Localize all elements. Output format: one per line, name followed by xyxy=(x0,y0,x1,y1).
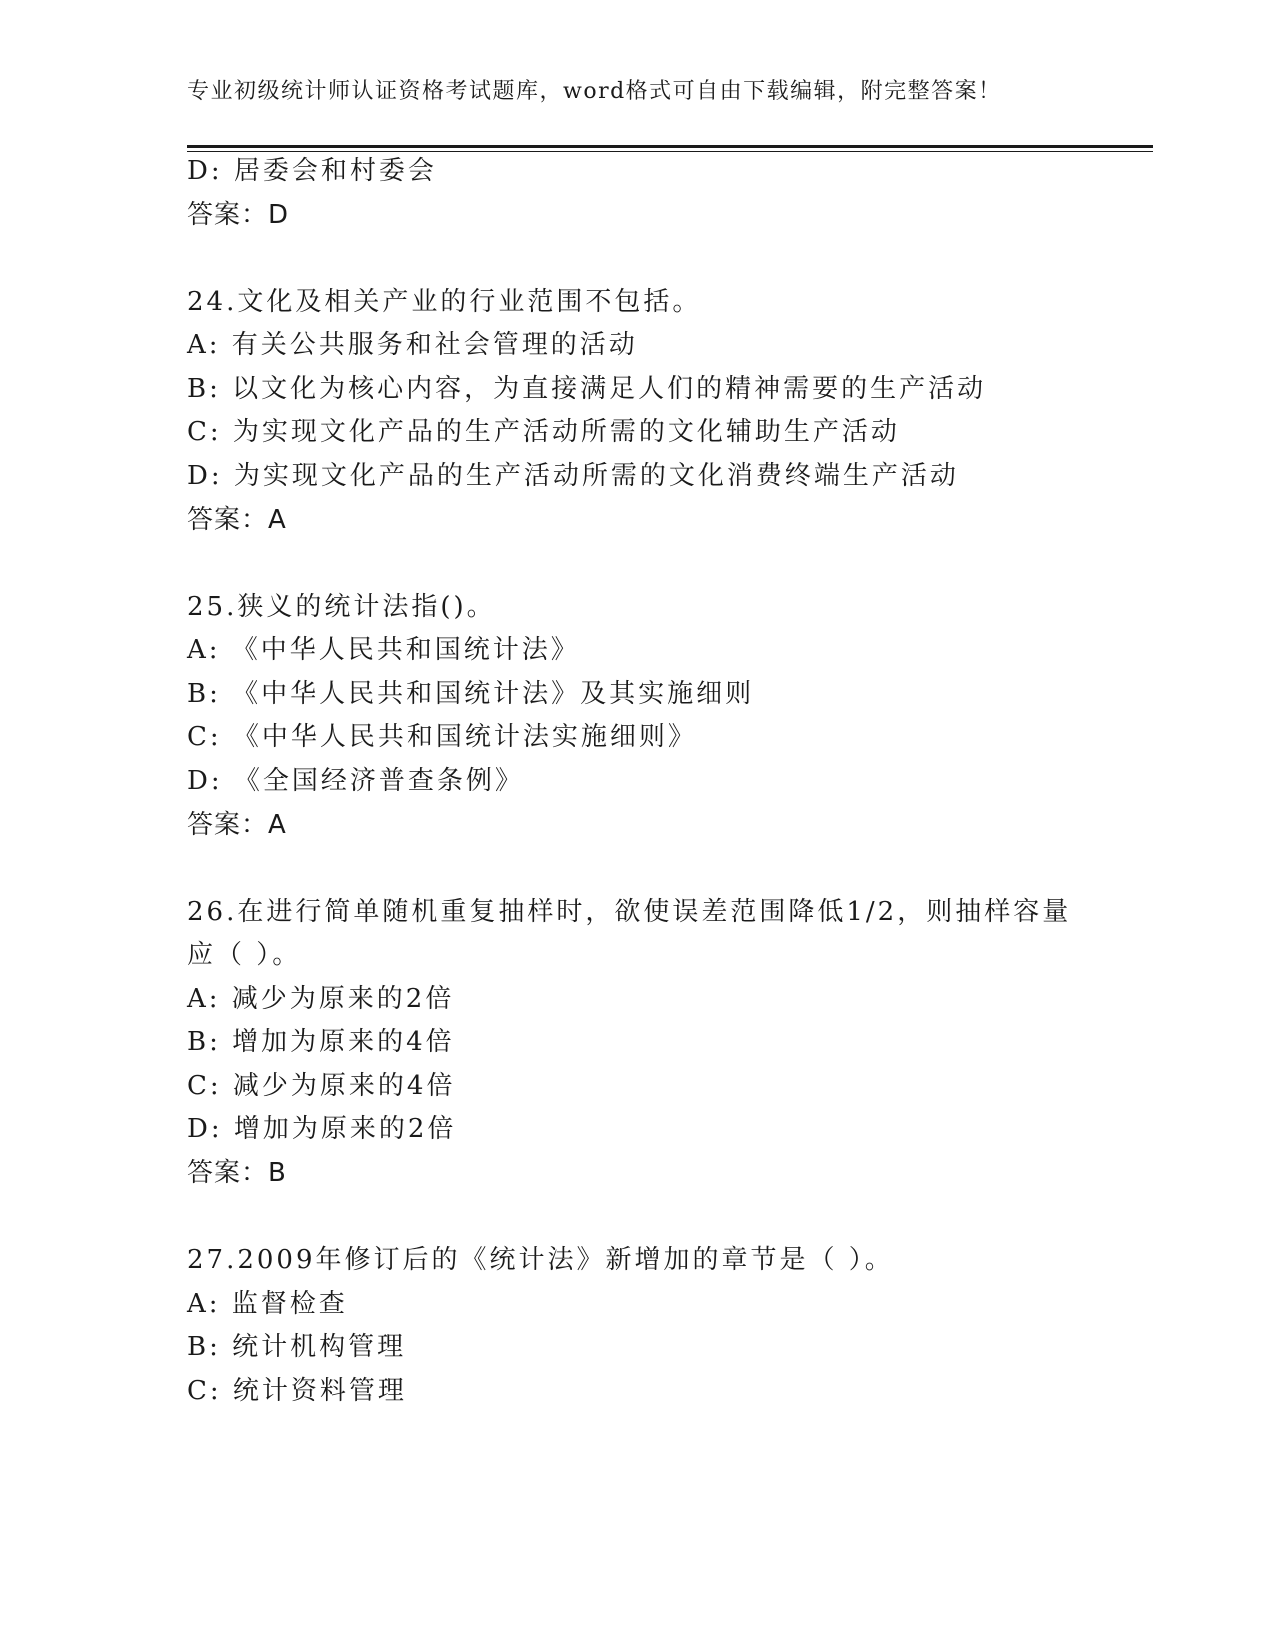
q24-stem: 24.文化及相关产业的行业范围不包括。 xyxy=(187,287,702,317)
document-header: 专业初级统计师认证资格考试题库，word格式可自由下载编辑，附完整答案！ xyxy=(187,79,1002,104)
q26-option-b: B: 增加为原来的4倍 xyxy=(187,1027,455,1057)
q24-option-a: A: 有关公共服务和社会管理的活动 xyxy=(187,330,638,360)
q27-option-c: C: 统计资料管理 xyxy=(187,1376,407,1406)
q25-option-c: C: 《中华人民共和国统计法实施细则》 xyxy=(187,722,697,752)
prev-question-option-d: D: 居委会和村委会 xyxy=(187,156,437,186)
header-divider-thick xyxy=(187,145,1153,148)
q25-answer: 答案：A xyxy=(187,810,287,840)
prev-question-answer: 答案：D xyxy=(187,200,290,230)
q24-option-c: C: 为实现文化产品的生产活动所需的文化辅助生产活动 xyxy=(187,417,900,447)
q27-stem: 27.2009年修订后的《统计法》新增加的章节是（ ）。 xyxy=(187,1245,894,1275)
q26-stem-line2: 应（ ）。 xyxy=(187,940,302,970)
q26-option-a: A: 减少为原来的2倍 xyxy=(187,984,455,1014)
q24-option-b: B: 以文化为核心内容，为直接满足人们的精神需要的生产活动 xyxy=(187,374,987,404)
q26-option-d: D: 增加为原来的2倍 xyxy=(187,1114,457,1144)
q25-option-d: D: 《全国经济普查条例》 xyxy=(187,766,524,796)
q27-option-a: A: 监督检查 xyxy=(187,1289,348,1319)
q27-option-b: B: 统计机构管理 xyxy=(187,1332,407,1362)
q26-answer: 答案：B xyxy=(187,1158,287,1188)
q25-option-b: B: 《中华人民共和国统计法》及其实施细则 xyxy=(187,679,755,709)
q26-option-c: C: 减少为原来的4倍 xyxy=(187,1071,456,1101)
q26-stem-line1: 26.在进行简单随机重复抽样时，欲使误差范围降低1/2，则抽样容量 xyxy=(187,897,1072,927)
q24-option-d: D: 为实现文化产品的生产活动所需的文化消费终端生产活动 xyxy=(187,461,959,491)
q24-answer: 答案：A xyxy=(187,505,287,535)
q25-option-a: A: 《中华人民共和国统计法》 xyxy=(187,635,580,665)
q25-stem: 25.狭义的统计法指()。 xyxy=(187,592,496,622)
